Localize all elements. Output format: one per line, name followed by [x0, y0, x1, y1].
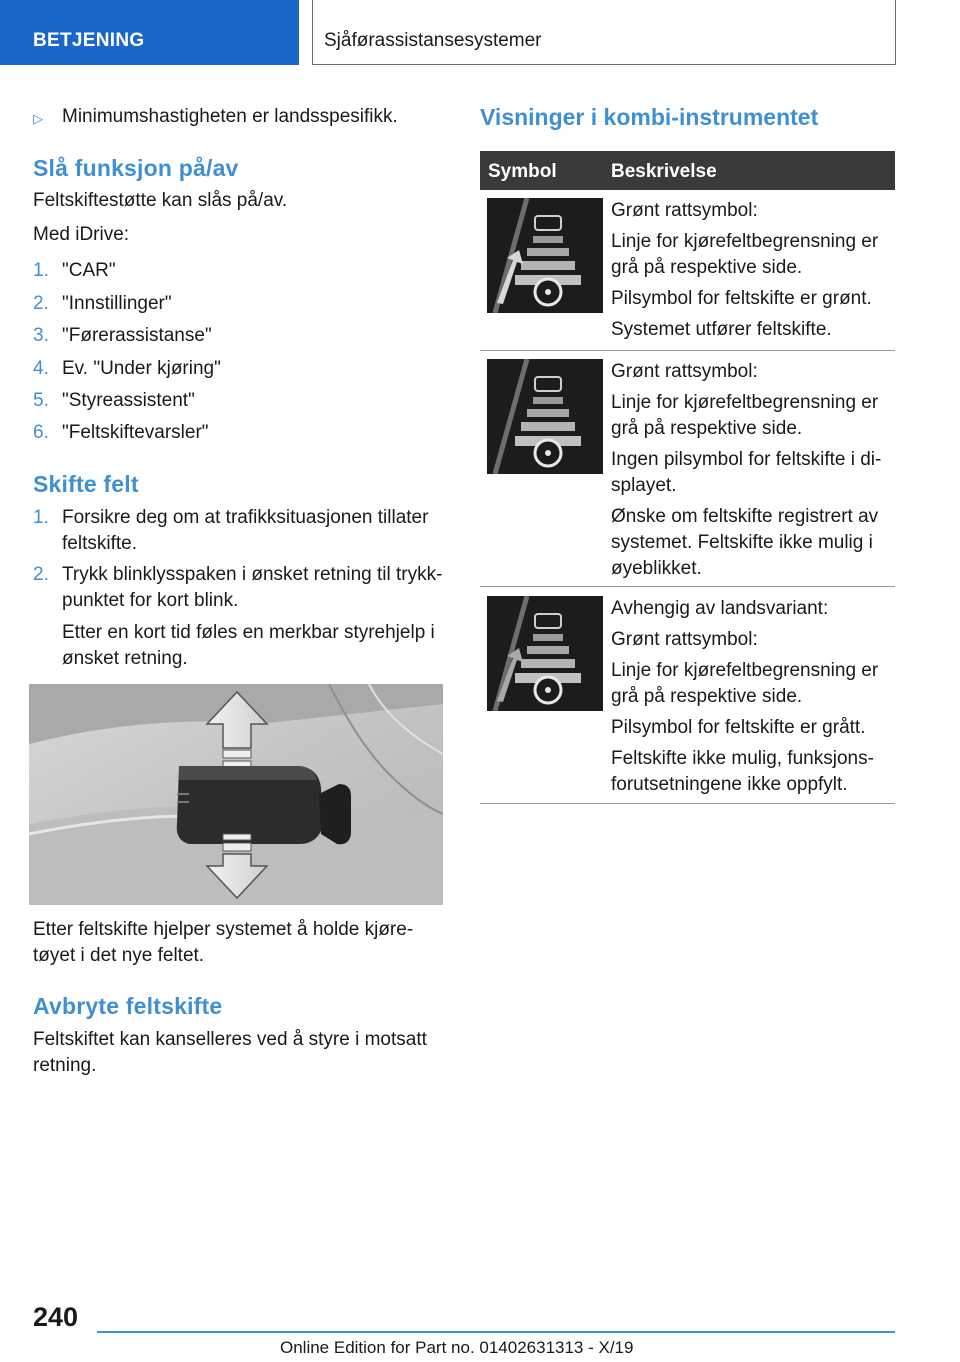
row-description: Grønt rattsymbol: Linje for kjørefeltbegrensning er grå på respektive side. Ingen pilsymbol for feltskifte i di-splayet. Ønske om feltskifte registrert av systemet. Feltskifte ikke mulig i øyeblikket. [611, 361, 882, 579]
lane-change-arrow-grey-icon [487, 596, 603, 711]
after-text: Etter feltskifte hjelper systemet å holde kjøre- [33, 919, 414, 940]
step-number: 6. [33, 422, 49, 443]
cancel-text: retning. [33, 1055, 97, 1076]
row-description: Grønt rattsymbol: Linje for kjørefeltbegrensning er grå på respektive side. Pilsymbol for feltskifte er grønt. Systemet utfører feltskifte. [611, 200, 879, 340]
steering-wheel-green-icon [487, 359, 603, 474]
step-text: "Feltskiftevarsler" [62, 422, 209, 443]
step-text: "Førerassistanse" [62, 325, 212, 346]
row-description: Avhengig av landsvariant: Grønt rattsymbol: Linje for kjørefeltbegrensning er grå på respektive side. Pilsymbol for feltskifte er grått. Feltskifte ikke mulig, funksjons-forutsetningene ikke oppfylt. [611, 598, 879, 795]
triangle-bullet-icon: ▷ [33, 111, 43, 126]
row-divider [480, 586, 895, 587]
step-text: Forsikre deg om at trafikksituasjonen tillater [62, 507, 429, 528]
heading-displays: Visninger i kombi-instrumentet [480, 104, 819, 130]
col-symbol: Symbol [488, 161, 557, 182]
chapter-box [312, 0, 896, 65]
bullet-text: Minimumshastigheten er landsspesifikk. [62, 106, 398, 127]
heading-cancel: Avbryte feltskifte [33, 993, 223, 1019]
step-text: punktet for kort blink. [62, 590, 239, 611]
section-title: BETJENING [33, 30, 145, 51]
step-number: 3. [33, 325, 49, 346]
lane-change-arrow-green-icon [487, 198, 603, 313]
step-number: 2. [33, 564, 49, 585]
step-text: "Styreassistent" [62, 390, 195, 411]
step-text: "CAR" [62, 260, 116, 281]
step-number: 2. [33, 293, 49, 314]
page-number: 240 [33, 1302, 79, 1332]
step-number: 4. [33, 358, 49, 379]
col-description: Beskrivelse [611, 161, 717, 182]
row-divider [480, 803, 895, 804]
step-text: "Innstillinger" [62, 293, 172, 314]
step-note: ønsket retning. [62, 648, 188, 669]
heading-toggle: Slå funksjon på/av [33, 155, 239, 181]
footer-divider [97, 1331, 895, 1333]
step-text: Ev. "Under kjøring" [62, 358, 221, 379]
row-divider [480, 350, 895, 351]
step-text: feltskifte. [62, 533, 137, 554]
turn-signal-stalk-illustration [29, 684, 443, 905]
toggle-text: Feltskiftestøtte kan slås på/av. [33, 190, 288, 211]
step-number: 5. [33, 390, 49, 411]
after-text: tøyet i det nye feltet. [33, 945, 205, 966]
step-note: Etter en kort tid føles en merkbar styrehjelp i [62, 622, 435, 643]
footer-text: Online Edition for Part no. 01402631313 - X/19 [280, 1338, 634, 1357]
cancel-text: Feltskiftet kan kanselleres ved å styre i motsatt [33, 1029, 427, 1050]
idrive-text: Med iDrive: [33, 224, 130, 245]
heading-change-lane: Skifte felt [33, 471, 139, 497]
chapter-title: Sjåførassistansesystemer [324, 30, 542, 51]
table-header [480, 151, 895, 190]
step-number: 1. [33, 507, 49, 528]
section-tab [0, 0, 299, 65]
step-number: 1. [33, 260, 49, 281]
step-text: Trykk blinklysspaken i ønsket retning til trykk- [62, 564, 443, 585]
